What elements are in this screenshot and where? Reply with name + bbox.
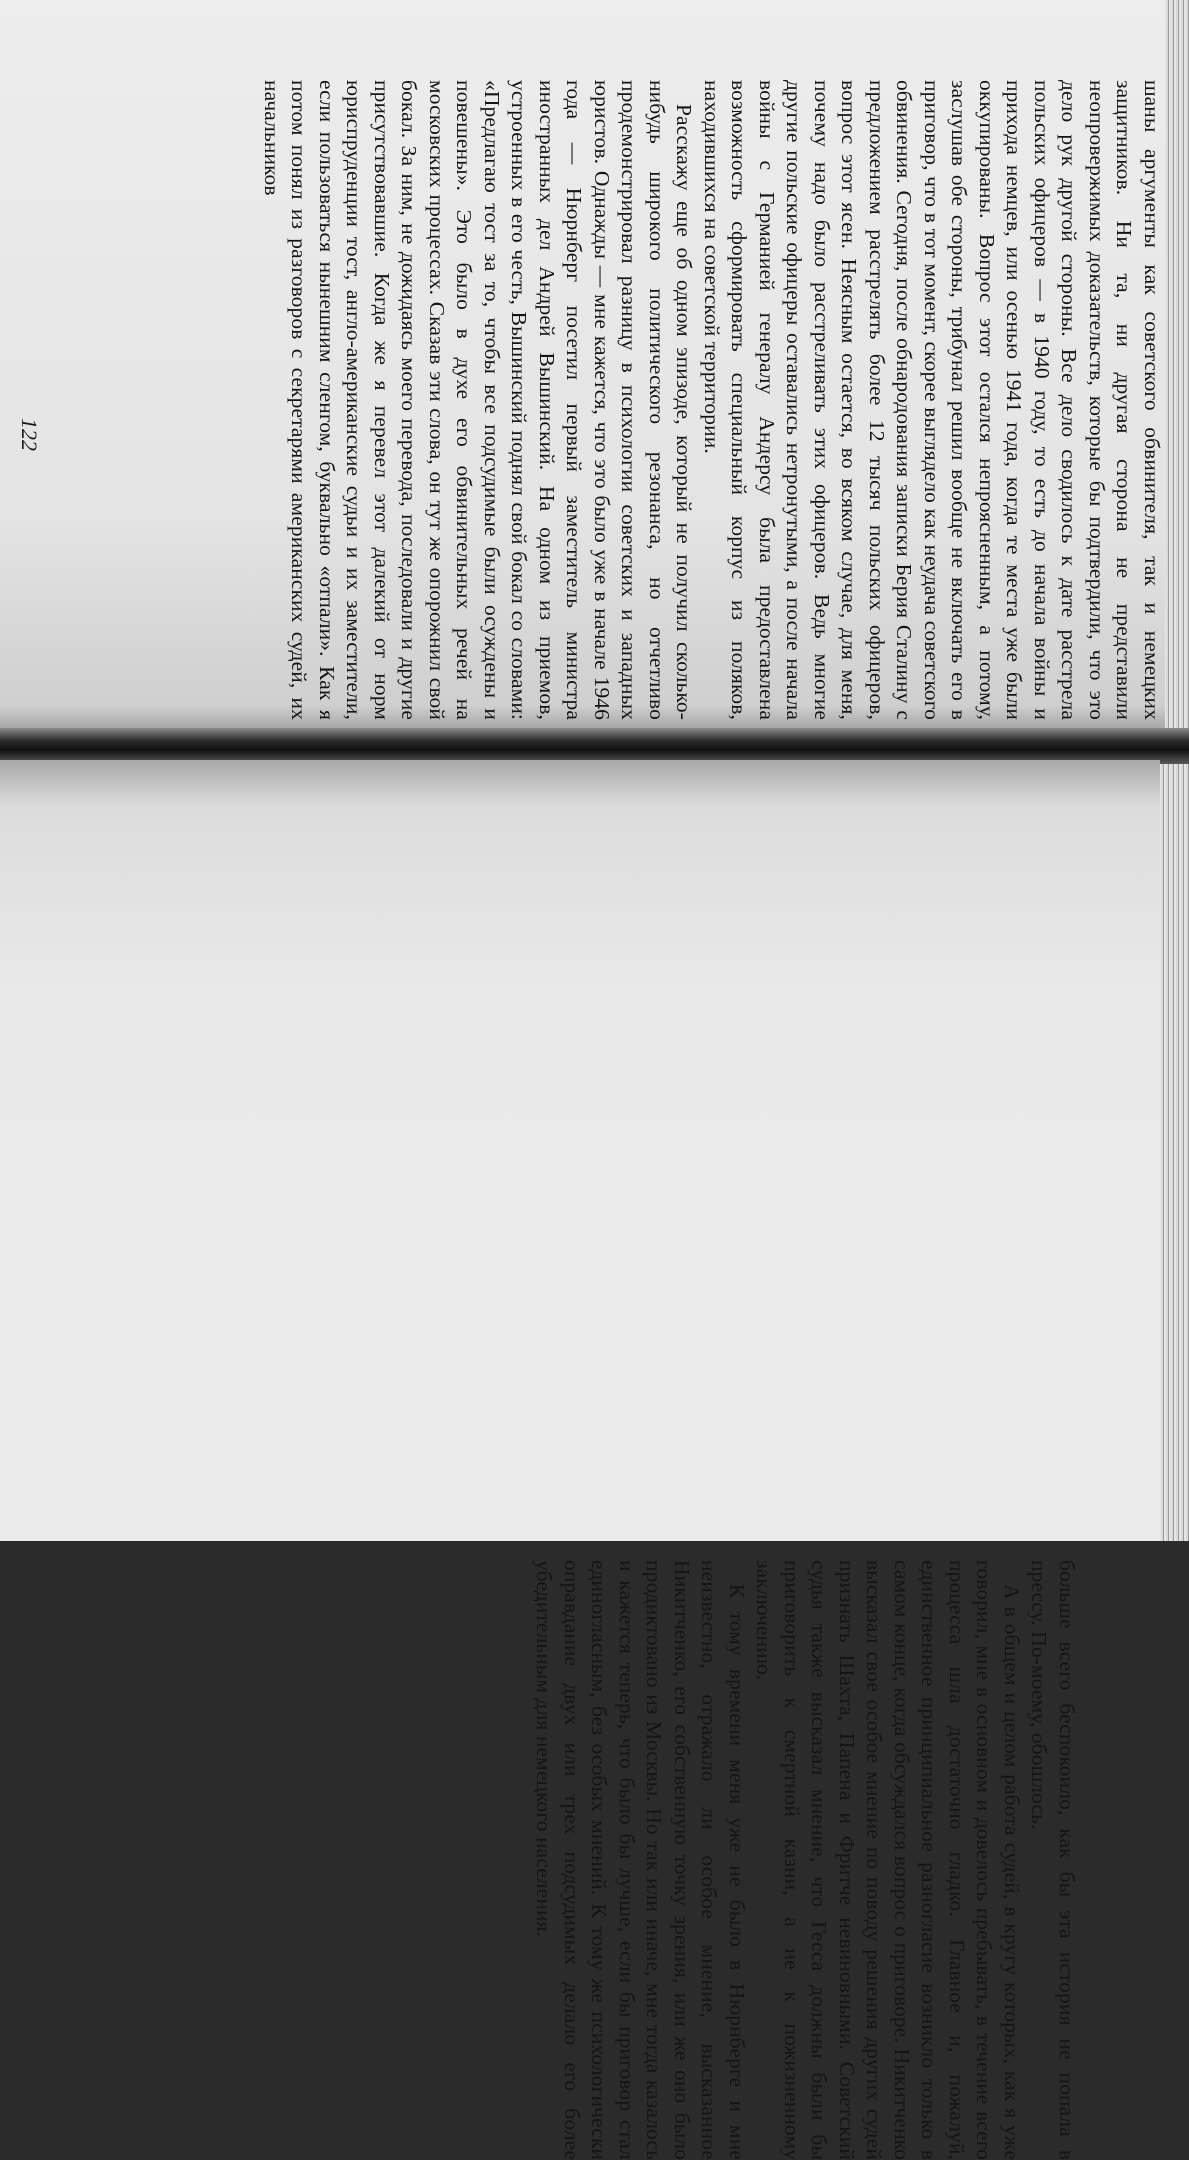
paragraph: больше всего беспокоило, как бы эта история не попала в прессу. По-моему, обошлось. (1027, 1560, 1079, 2160)
left-page-text (260, 80, 1165, 720)
paragraph: А в общем и целом работа судей, в кругу которых, как я уже говорил, мне в основном и довелось пребывать, в течение всего процесса шла достаточно гладко. Главное и, пожалуй, единственное принципиальное разногласие возникло только в самом конце, когда обсуждался вопрос о приговоре. Никитченко высказал свое особое мнение по поводу решения других судей признать Шахта, Папена и Фритче невиновными. Советский судья также высказал мнение, что Гесса должны были бы приговорить к смертной казни, а не к пожизненному заключению. (752, 1560, 1024, 2160)
paragraph: шаны аргументы как советского обвинителя, так и немецких защитников. Ни та, ни другая сторона не представили неопровержимых доказательств, которые бы подтвердили, что это дело рук другой стороны. Все дело сводилось к дате расстрела польских офицеров — в 1940 году, то есть до начала войны и прихода немцев, или осенью 1941 года, когда те места уже были оккупированы. Вопрос этот остался непроясненным, а потому, заслушав обе стороны, трибунал решил вообще не включать его в приговор, что в тот момент, скорее выглядело как неудача советского обвинения. Сегодня, после обнародования записки Берия Сталину с предложением расстрелять более 12 тысяч польских офицеров, вопрос этот ясен. Неясным остается, во всяком случае, для меня, почему надо было расстреливать этих офицеров. Ведь многие другие польские офицеры оставались нетронутыми, а после начала войны с Германией генералу Андерсу была предоставлена возможность сформировать специальный корпус из поляков, находившихся на советской территории. (700, 80, 1164, 720)
left-page (0, 0, 1165, 735)
book-spine-gutter (0, 728, 1189, 764)
paragraph: Расскажу еще об одном эпизоде, который не получил сколько-нибудь широкого политического резонанса, но отчетливо продемонстрировал разницу в психологии советских и западных юристов. Однажды — мне кажется, что это было уже в начале 1946 года — Нюрнберг посетил первый заместитель министра иностранных дел Андрей Вышинский. На одном из приемов, устроенных в его честь, Вышинский поднял свой бокал со словами: «Предлагаю тост за то, чтобы все подсудимые были осуждены и повешены». Это было в духе его обвинительных речей на московских процессах. Сказав эти слова, он тут же опорожнил свой бокал. За ним, не дожидаясь моего перевода, последовали и другие присутствовавшие. Когда же я перевел этот далекий от норм юриспруденции тост, англо-американские судьи и их заместители, если пользоваться нынешним сленгом, буквально «отпали». Как я потом понял из разговоров с секретарями американских судей, их начальников (260, 80, 697, 720)
right-page-text (530, 1560, 1080, 2160)
page-number: 122 (17, 418, 42, 451)
paragraph: К тому времени меня уже не было в Нюрнберге и мне неизвестно, отражало ли особое мнение, высказанное Никитченко, его собственную точку зрения, или же оно было продиктовано из Москвы. Но так или иначе, мне тогда казалось и кажется теперь, что было бы лучше, если бы приговор стал единогласным, без особых мнений. К тому же психологически оправдание двух или трех подсудимых делало его более убедительным для немецкого населения. (532, 1560, 749, 2160)
right-page (0, 760, 1160, 2160)
